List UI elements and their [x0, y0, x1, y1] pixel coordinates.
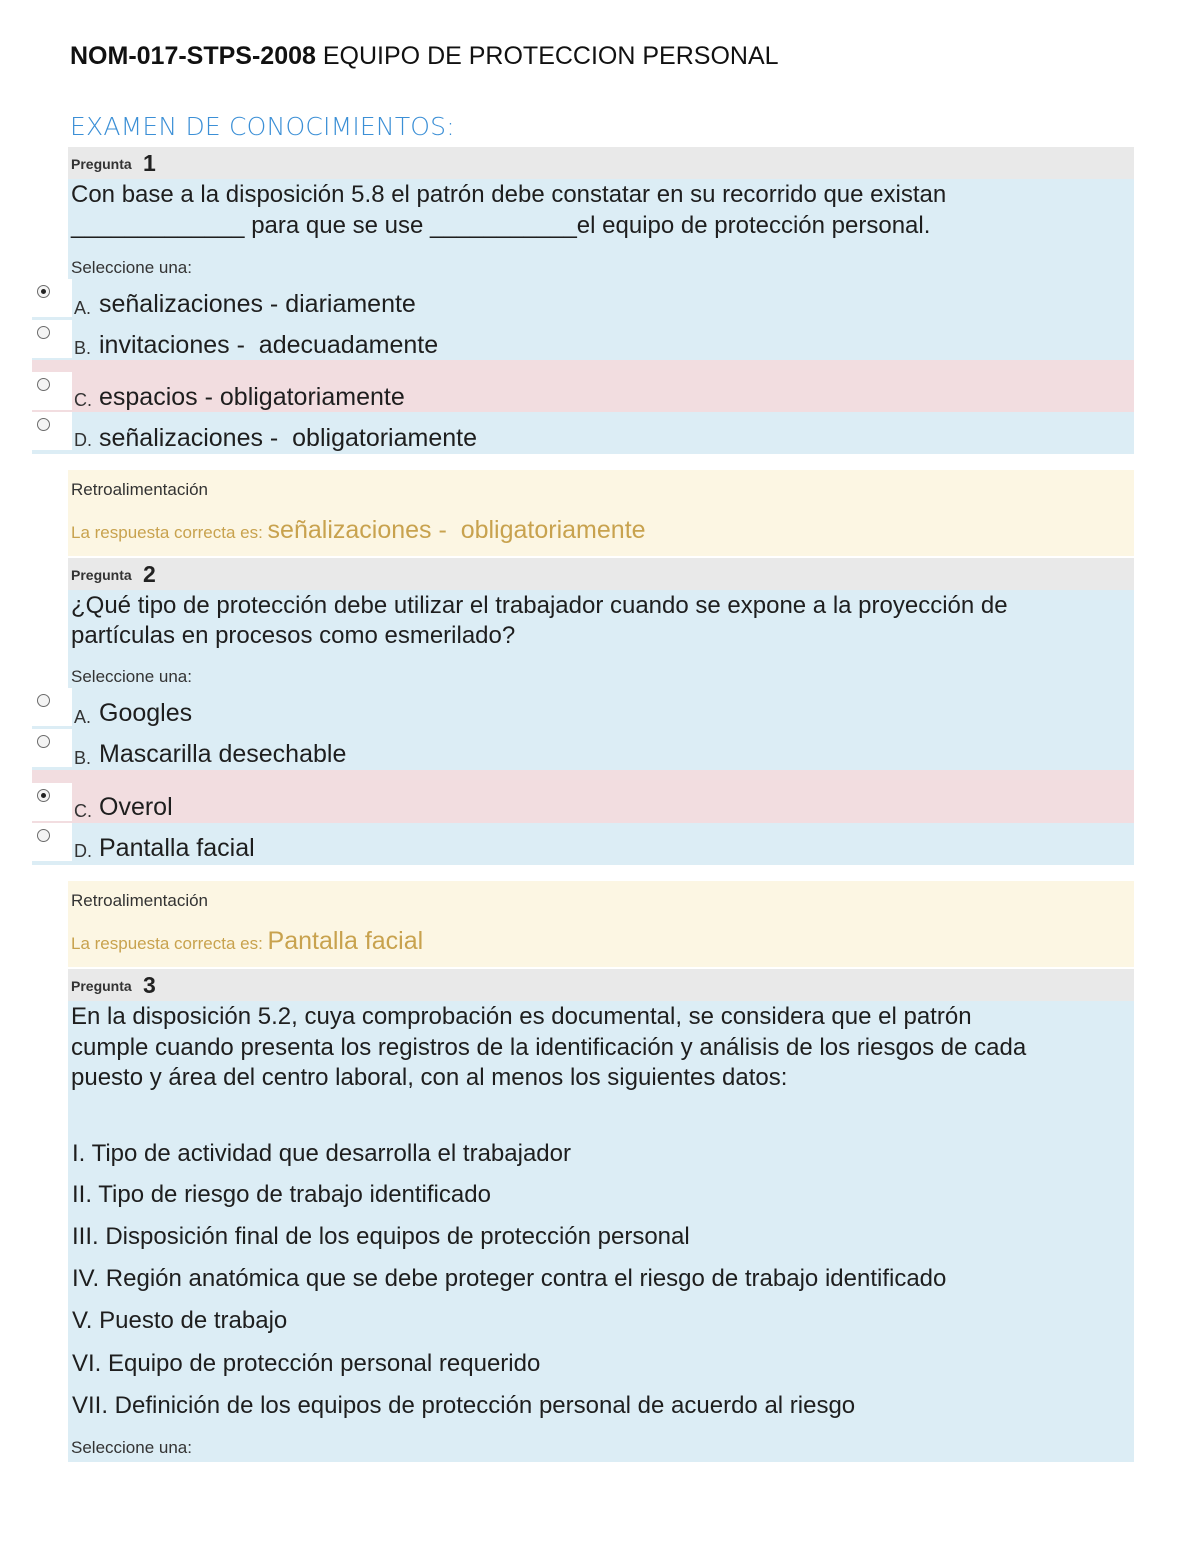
- radio-box: [32, 823, 72, 861]
- question-number: 2: [143, 561, 156, 587]
- radio-box: [32, 688, 72, 726]
- question-3-text-line2: cumple cuando presenta los registros de la identificación y análisis de los riesgos de cada: [71, 1034, 1027, 1061]
- q1-option-d[interactable]: [32, 412, 1134, 454]
- list-item: V. Puesto de trabajo: [72, 1307, 288, 1334]
- question-3-header: [68, 969, 1134, 1001]
- radio-icon[interactable]: [37, 418, 50, 431]
- option-text: Googles: [99, 699, 193, 727]
- radio-box: [32, 783, 72, 821]
- option-text: espacios - obligatoriamente: [99, 383, 405, 411]
- radio-selected-icon[interactable]: [37, 789, 50, 802]
- radio-box: [32, 412, 72, 450]
- option-text: Pantalla facial: [99, 834, 255, 862]
- option-text: señalizaciones - obligatoriamente: [99, 424, 477, 452]
- option-letter: D.: [74, 841, 92, 861]
- q2-option-d[interactable]: [32, 823, 1134, 865]
- option-text: invitaciones - adecuadamente: [99, 331, 439, 359]
- list-item: VII. Definición de los equipos de protección personal de acuerdo al riesgo: [72, 1392, 856, 1419]
- option-letter: B.: [74, 748, 92, 768]
- list-item: I. Tipo de actividad que desarrolla el trabajador: [72, 1140, 571, 1167]
- option-text: Mascarilla desechable: [99, 740, 347, 768]
- question-2-text-line2: partículas en procesos como esmerilado?: [71, 622, 516, 649]
- option-letter: B.: [74, 338, 92, 358]
- question-3-body: [68, 1001, 1134, 1462]
- option-text: Overol: [99, 793, 173, 821]
- radio-icon[interactable]: [37, 326, 50, 339]
- question-number: 1: [143, 150, 156, 176]
- question-3-text-line3: puesto y área del centro laboral, con al menos los siguientes datos:: [71, 1064, 788, 1091]
- radio-box: [32, 279, 72, 317]
- radio-icon[interactable]: [37, 378, 50, 391]
- question-1-text-line1: Con base a la disposición 5.8 el patrón debe constatar en su recorrido que existan: [71, 181, 947, 208]
- question-2-body: [68, 590, 1134, 688]
- radio-box: [32, 372, 72, 410]
- title-code: NOM-017-STPS-2008: [70, 42, 316, 70]
- option-letter: A.: [74, 707, 92, 727]
- q1-option-b[interactable]: [32, 320, 1134, 360]
- radio-box: [32, 729, 72, 767]
- question-3-text-line1: En la disposición 5.2, cuya comprobación es documental, se considera que el patrón: [71, 1003, 972, 1030]
- document-title: [70, 42, 779, 71]
- q2-option-c[interactable]: [32, 770, 1134, 823]
- q1-option-a[interactable]: [32, 279, 1134, 320]
- select-one-label: Seleccione una:: [71, 1438, 192, 1457]
- option-letter: A.: [74, 298, 92, 318]
- title-text: EQUIPO DE PROTECCION PERSONAL: [315, 42, 779, 70]
- radio-icon[interactable]: [37, 829, 50, 842]
- correct-answer-line: [71, 516, 646, 545]
- q1-feedback: [68, 470, 1134, 556]
- q2-option-b[interactable]: [32, 729, 1134, 770]
- option-letter: D.: [74, 430, 92, 450]
- list-item: VI. Equipo de protección personal requerido: [72, 1350, 541, 1377]
- radio-icon[interactable]: [37, 694, 50, 707]
- question-number: 3: [143, 972, 156, 998]
- list-item: III. Disposición final de los equipos de protección personal: [72, 1223, 690, 1250]
- radio-selected-icon[interactable]: [37, 285, 50, 298]
- question-label: Pregunta: [71, 978, 132, 994]
- correct-answer-label: La respuesta correcta es:: [71, 523, 268, 542]
- question-1-text-line2: _____________ para que se use ___________el equipo de protección personal.: [71, 212, 931, 239]
- correct-answer-line: [71, 927, 423, 956]
- list-item: II. Tipo de riesgo de trabajo identificado: [72, 1181, 491, 1208]
- q1-option-c[interactable]: [32, 360, 1134, 412]
- correct-answer: señalizaciones - obligatoriamente: [267, 516, 646, 544]
- question-1-header: [68, 147, 1134, 179]
- list-item: IV. Región anatómica que se debe proteger contra el riesgo de trabajo identificado: [72, 1265, 947, 1292]
- correct-answer-label: La respuesta correcta es:: [71, 934, 268, 953]
- correct-answer: Pantalla facial: [267, 927, 424, 955]
- feedback-title: Retroalimentación: [71, 891, 209, 910]
- radio-box: [32, 320, 72, 358]
- question-label: Pregunta: [71, 156, 132, 172]
- question-2-text-line1: ¿Qué tipo de protección debe utilizar el trabajador cuando se expone a la proyección de: [71, 592, 1008, 619]
- select-one-label: Seleccione una:: [71, 258, 192, 277]
- option-text: señalizaciones - diariamente: [99, 290, 416, 318]
- question-1-body: [68, 179, 1134, 279]
- option-letter: C.: [74, 390, 92, 410]
- q2-option-a[interactable]: [32, 688, 1134, 729]
- question-2-header: [68, 558, 1134, 590]
- feedback-title: Retroalimentación: [71, 480, 209, 499]
- exam-subtitle: EXAMEN DE CONOCIMIENTOS:: [70, 112, 455, 141]
- q2-feedback: [68, 881, 1134, 967]
- option-letter: C.: [74, 801, 92, 821]
- select-one-label: Seleccione una:: [71, 667, 192, 686]
- question-label: Pregunta: [71, 567, 132, 583]
- radio-icon[interactable]: [37, 735, 50, 748]
